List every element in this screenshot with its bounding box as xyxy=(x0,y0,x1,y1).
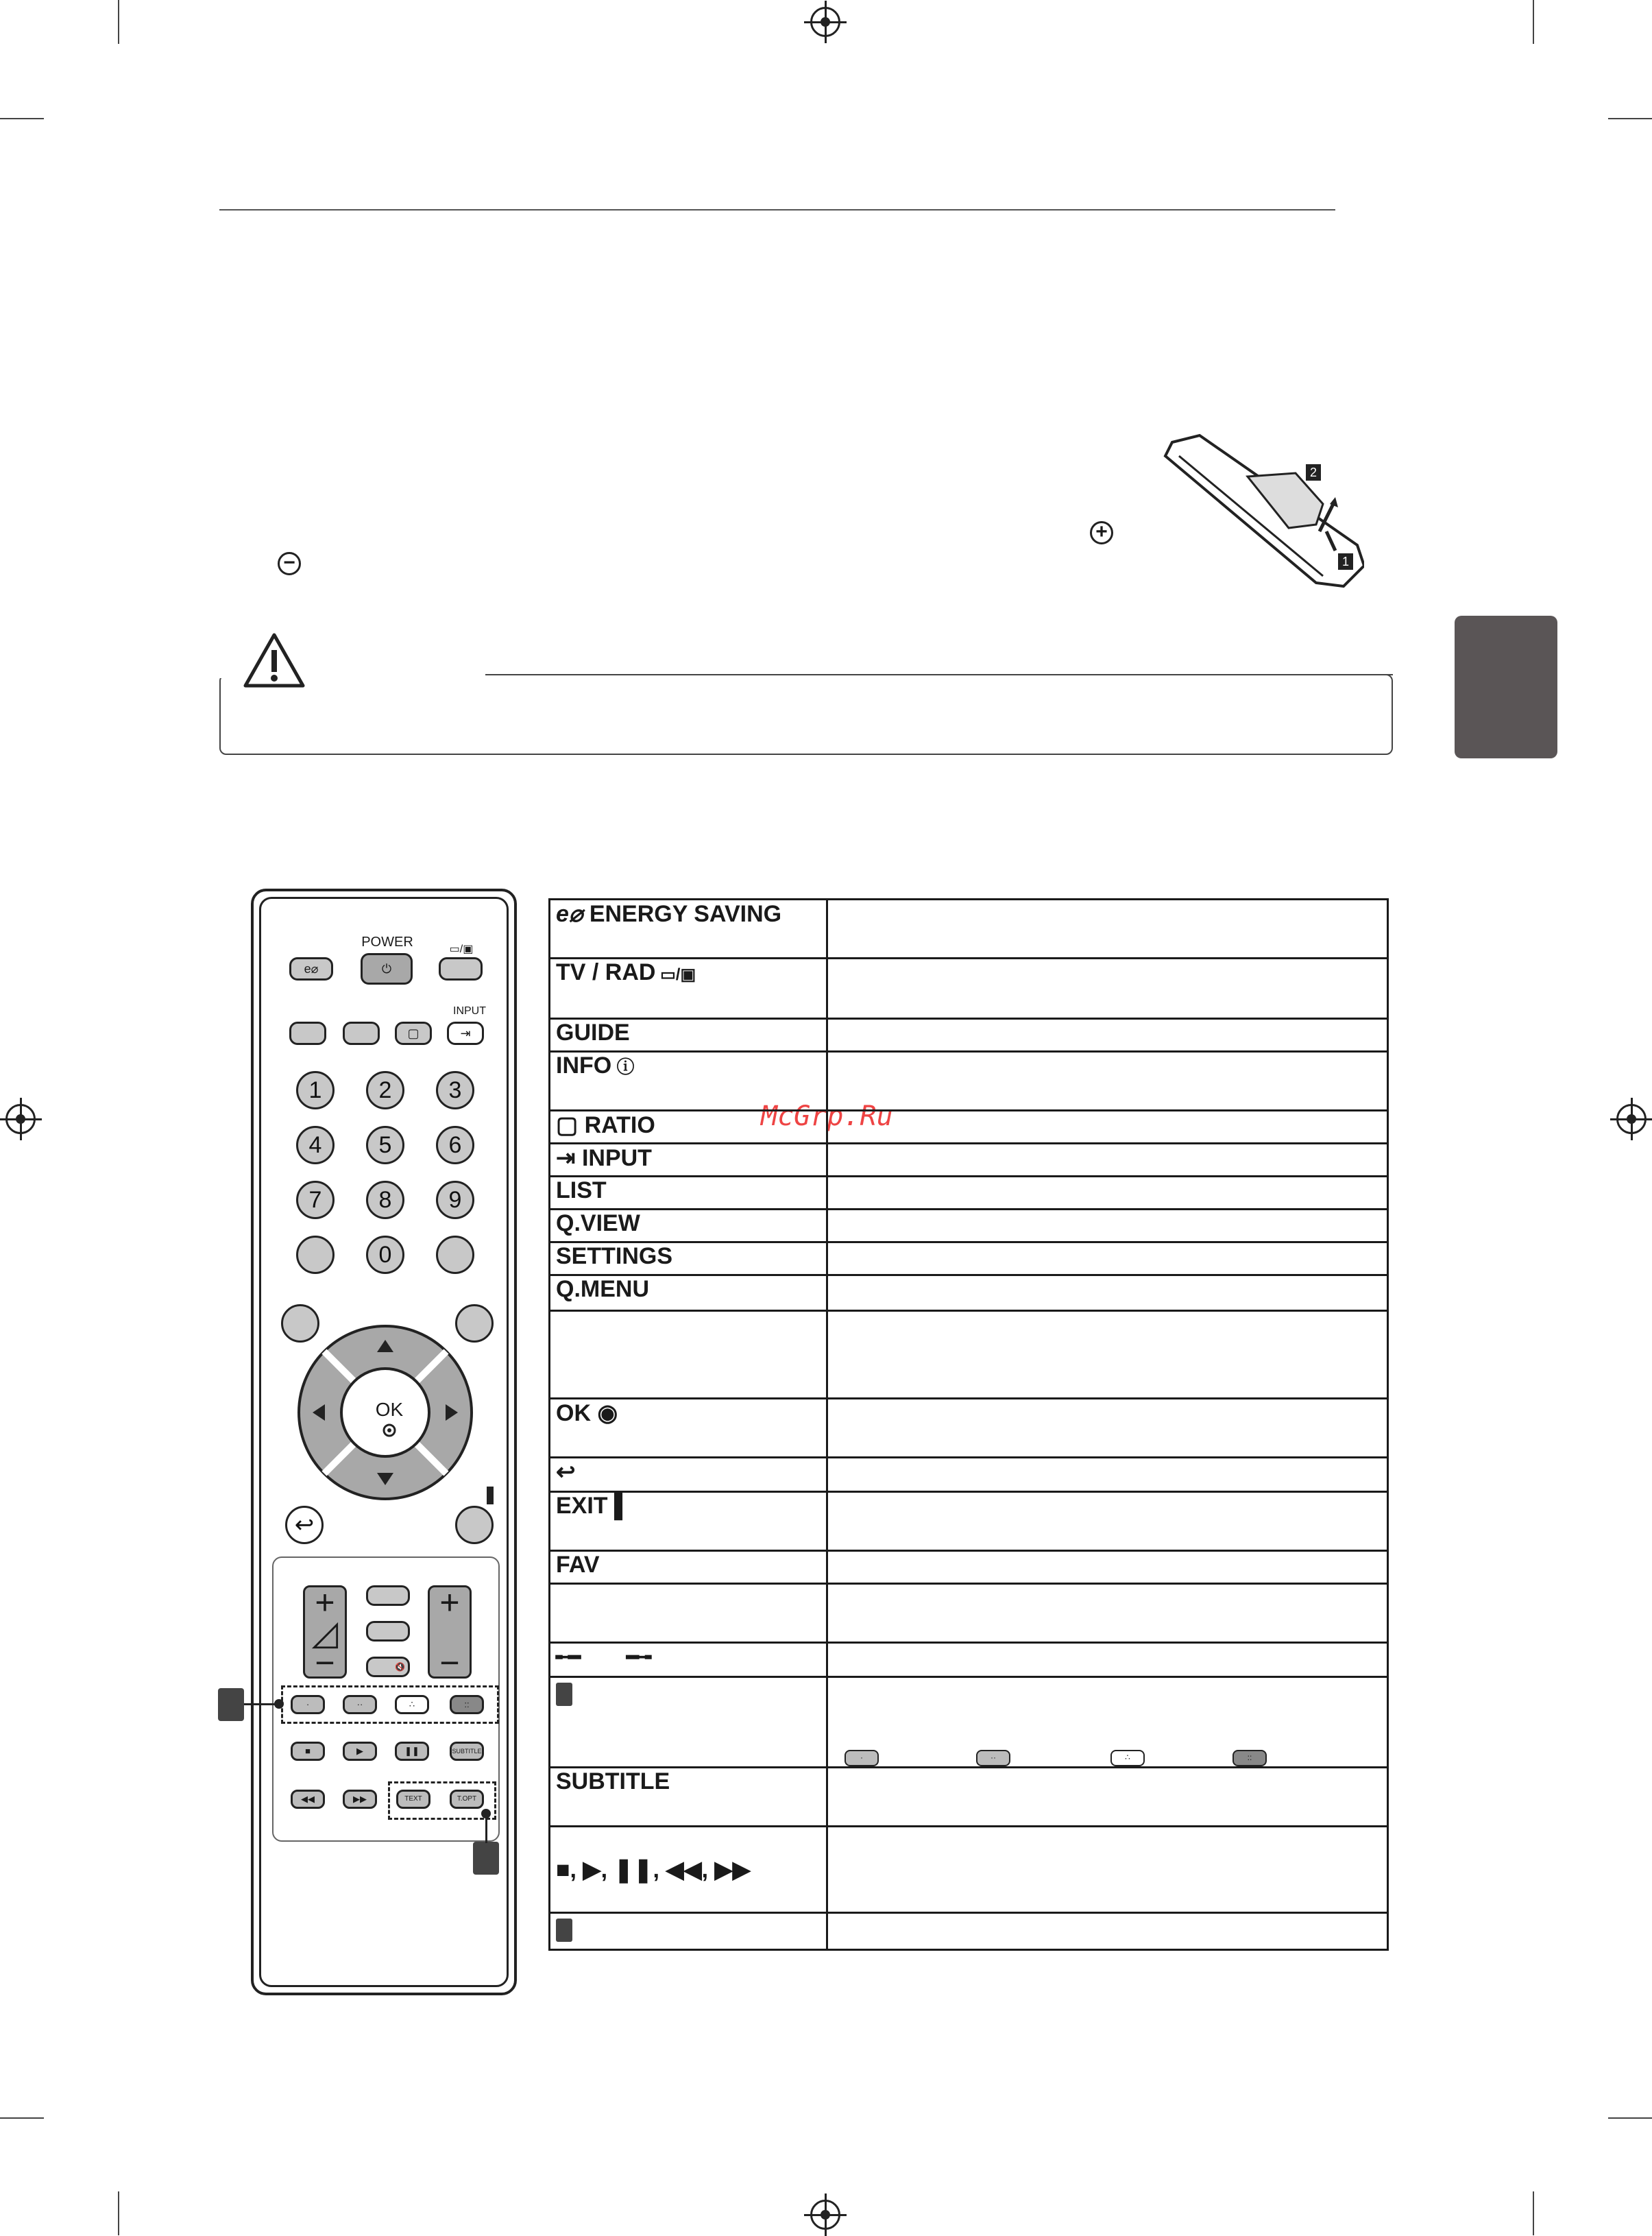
table-key-cell: e⌀ ENERGY SAVING xyxy=(550,900,827,959)
battery-cover-figure xyxy=(1158,429,1364,600)
table-value-cell xyxy=(827,1144,1388,1177)
back-icon: ↩ xyxy=(556,1459,576,1485)
back-button[interactable]: ↩ xyxy=(285,1506,324,1544)
table-value-cell xyxy=(827,1768,1388,1827)
table-value-cell xyxy=(827,1210,1388,1242)
power-label: POWER xyxy=(361,935,413,950)
callout-2-icon xyxy=(556,1919,572,1942)
caution-box xyxy=(219,674,1393,755)
table-value-cell xyxy=(827,1177,1388,1210)
table-value-cell xyxy=(827,1643,1388,1677)
table-row xyxy=(550,1144,1388,1177)
crop-mark xyxy=(0,2117,44,2119)
table-row xyxy=(550,1210,1388,1242)
ratio-button[interactable]: ▢ xyxy=(395,1022,432,1045)
watermark: McGrp.Ru xyxy=(761,1101,893,1132)
ok-button[interactable]: OK xyxy=(375,1399,404,1420)
yellow-button[interactable]: ∴ xyxy=(395,1695,429,1714)
power-button[interactable]: ⏻ xyxy=(361,953,413,985)
guide-button[interactable] xyxy=(289,1022,326,1045)
registration-mark-icon xyxy=(5,1104,36,1134)
table-value-cell xyxy=(827,1827,1388,1913)
table-value-cell xyxy=(827,900,1388,959)
crop-mark xyxy=(1608,118,1652,119)
playback-icons: ■, ▶, ❚❚, ◀◀, ▶▶ xyxy=(556,1856,751,1883)
energy-saving-button[interactable]: e⌀ xyxy=(289,957,333,981)
digit-0-button[interactable]: 0 xyxy=(366,1236,404,1274)
table-row xyxy=(550,1643,1388,1677)
pause-button[interactable]: ❚❚ xyxy=(395,1742,429,1761)
table-key-cell: SUBTITLE xyxy=(550,1768,827,1827)
energy-saving-icon: e⌀ xyxy=(556,901,590,927)
digit-8-button[interactable]: 8 xyxy=(366,1181,404,1219)
arrows-icon: ╾━ ━╼ xyxy=(556,1646,651,1669)
table-key-cell xyxy=(550,1677,827,1768)
info-icon: ⓘ xyxy=(611,1057,635,1077)
crop-mark xyxy=(1533,0,1534,44)
crop-mark xyxy=(118,0,119,44)
table-value-cell xyxy=(827,1584,1388,1643)
table-row xyxy=(550,1019,1388,1052)
table-key-cell xyxy=(550,1584,827,1643)
table-row xyxy=(550,1458,1388,1492)
table-row xyxy=(550,1177,1388,1210)
callout-1-dot xyxy=(274,1699,284,1709)
mute-button[interactable]: 🔇 xyxy=(366,1657,410,1677)
header-rule xyxy=(219,209,1335,211)
table-row xyxy=(550,1242,1388,1275)
ratio-icon: ▢ xyxy=(556,1112,585,1138)
table-row xyxy=(550,1827,1388,1913)
table-key-cell: Q.VIEW xyxy=(550,1210,827,1242)
tv-radio-icon: ▭/▣ xyxy=(449,943,474,955)
table-key-cell: ▢ RATIO xyxy=(550,1111,827,1144)
callout-1-icon xyxy=(218,1688,244,1721)
table-key-cell: LIST xyxy=(550,1177,827,1210)
table-row xyxy=(550,1111,1388,1144)
exit-button[interactable] xyxy=(455,1506,494,1544)
table-key-cell: EXIT ▌ xyxy=(550,1492,827,1551)
table-key-cell: ⇥ INPUT xyxy=(550,1144,827,1177)
warning-triangle-icon xyxy=(241,631,307,690)
green-button[interactable]: ·· xyxy=(343,1695,377,1714)
table-key-cell: TV / RAD ▭/▣ xyxy=(550,959,827,1019)
digit-4-button[interactable]: 4 xyxy=(296,1126,335,1164)
table-row xyxy=(550,959,1388,1019)
callout-2-dot xyxy=(481,1809,491,1818)
minus-polarity-icon: − xyxy=(278,552,301,575)
table-value-cell xyxy=(827,1399,1388,1458)
digit-7-button[interactable]: 7 xyxy=(296,1181,335,1219)
exit-door-icon: ▌ xyxy=(607,1493,631,1519)
channel-rocker[interactable]: + − xyxy=(428,1585,472,1679)
crop-mark xyxy=(1533,2191,1534,2235)
table-value-cell xyxy=(827,1242,1388,1275)
plus-polarity-icon: + xyxy=(1090,521,1113,544)
table-value-cell xyxy=(827,1019,1388,1052)
digit-3-button[interactable]: 3 xyxy=(436,1071,474,1109)
table-key-cell: INFO ⓘ xyxy=(550,1052,827,1111)
table-key-cell xyxy=(550,1827,827,1913)
table-row xyxy=(550,1399,1388,1458)
red-button[interactable]: · xyxy=(291,1695,325,1714)
table-value-cell xyxy=(827,1275,1388,1311)
fav-button[interactable] xyxy=(366,1585,410,1606)
table-key-cell xyxy=(550,1458,827,1492)
button-description-table xyxy=(548,898,1389,1951)
volume-rocker[interactable]: + ◿ − xyxy=(303,1585,347,1679)
callout-1-icon xyxy=(556,1683,572,1706)
blue-button[interactable]: :: xyxy=(450,1695,484,1714)
table-row xyxy=(550,1492,1388,1551)
input-icon: ⇥ xyxy=(556,1145,582,1171)
registration-mark-icon xyxy=(810,7,840,37)
callout-1-leader xyxy=(244,1703,278,1705)
registration-mark-icon xyxy=(810,2200,840,2230)
digit-1-button[interactable]: 1 xyxy=(296,1071,335,1109)
table-row xyxy=(550,1768,1388,1827)
table-value-cell xyxy=(827,1551,1388,1584)
crop-mark xyxy=(118,2191,119,2235)
table-key-cell: Q.MENU xyxy=(550,1275,827,1311)
list-button[interactable] xyxy=(296,1236,335,1274)
table-row xyxy=(550,1551,1388,1584)
blue-key-swatch: :: xyxy=(1232,1750,1267,1766)
info-button[interactable] xyxy=(343,1022,380,1045)
table-row xyxy=(550,900,1388,959)
play-button[interactable]: ▶ xyxy=(343,1742,377,1761)
table-key-cell: OK ◉ xyxy=(550,1399,827,1458)
input-button[interactable]: ⇥ xyxy=(447,1022,484,1045)
table-key-cell: GUIDE xyxy=(550,1019,827,1052)
crop-mark xyxy=(0,118,44,119)
tv-radio-button[interactable] xyxy=(439,957,483,981)
table-row xyxy=(550,1275,1388,1311)
digit-6-button[interactable]: 6 xyxy=(436,1126,474,1164)
registration-mark-icon xyxy=(1616,1104,1647,1134)
table-value-cell xyxy=(827,1311,1388,1399)
step-2-label: 2 xyxy=(1309,466,1317,479)
table-value-cell xyxy=(827,1458,1388,1492)
yellow-key-swatch: ∴ xyxy=(1110,1750,1145,1766)
red-key-swatch: · xyxy=(845,1750,879,1766)
table-key-cell: SETTINGS xyxy=(550,1242,827,1275)
table-value-cell xyxy=(827,1052,1388,1111)
tv-radio-icon: ▭/▣ xyxy=(655,965,696,984)
table-value-cell xyxy=(827,1677,1388,1768)
callout-2-icon xyxy=(473,1842,499,1875)
subtitle-button[interactable]: SUBTITLE xyxy=(450,1742,484,1761)
section-tab xyxy=(1455,616,1557,758)
rewind-button[interactable]: ◀◀ xyxy=(291,1790,325,1809)
exit-door-icon xyxy=(487,1487,494,1504)
green-key-swatch: ·· xyxy=(976,1750,1010,1766)
crop-mark xyxy=(1608,2117,1652,2119)
qview-button[interactable] xyxy=(436,1236,474,1274)
table-key-cell xyxy=(550,1643,827,1677)
ok-dot-icon: ◉ xyxy=(591,1400,618,1426)
digit-9-button[interactable]: 9 xyxy=(436,1181,474,1219)
av-mode-button[interactable] xyxy=(366,1621,410,1642)
digit-2-button[interactable]: 2 xyxy=(366,1071,404,1109)
table-value-cell xyxy=(827,1913,1388,1950)
input-label: INPUT xyxy=(453,1005,486,1017)
stop-button[interactable]: ■ xyxy=(291,1742,325,1761)
table-key-cell xyxy=(550,1913,827,1950)
step-1-label: 1 xyxy=(1341,555,1350,568)
table-row xyxy=(550,1584,1388,1643)
table-key-cell: FAV xyxy=(550,1551,827,1584)
table-row xyxy=(550,1913,1388,1950)
table-value-cell xyxy=(827,1111,1388,1144)
caution-rule xyxy=(485,674,1393,675)
table-row xyxy=(550,1052,1388,1111)
text-button[interactable]: TEXT xyxy=(396,1790,430,1809)
digit-5-button[interactable]: 5 xyxy=(366,1126,404,1164)
table-row xyxy=(550,1311,1388,1399)
table-value-cell xyxy=(827,1492,1388,1551)
table-key-cell xyxy=(550,1311,827,1399)
fast-forward-button[interactable]: ▶▶ xyxy=(343,1790,377,1809)
table-value-cell xyxy=(827,959,1388,1019)
topt-button[interactable]: T.OPT xyxy=(450,1790,484,1809)
